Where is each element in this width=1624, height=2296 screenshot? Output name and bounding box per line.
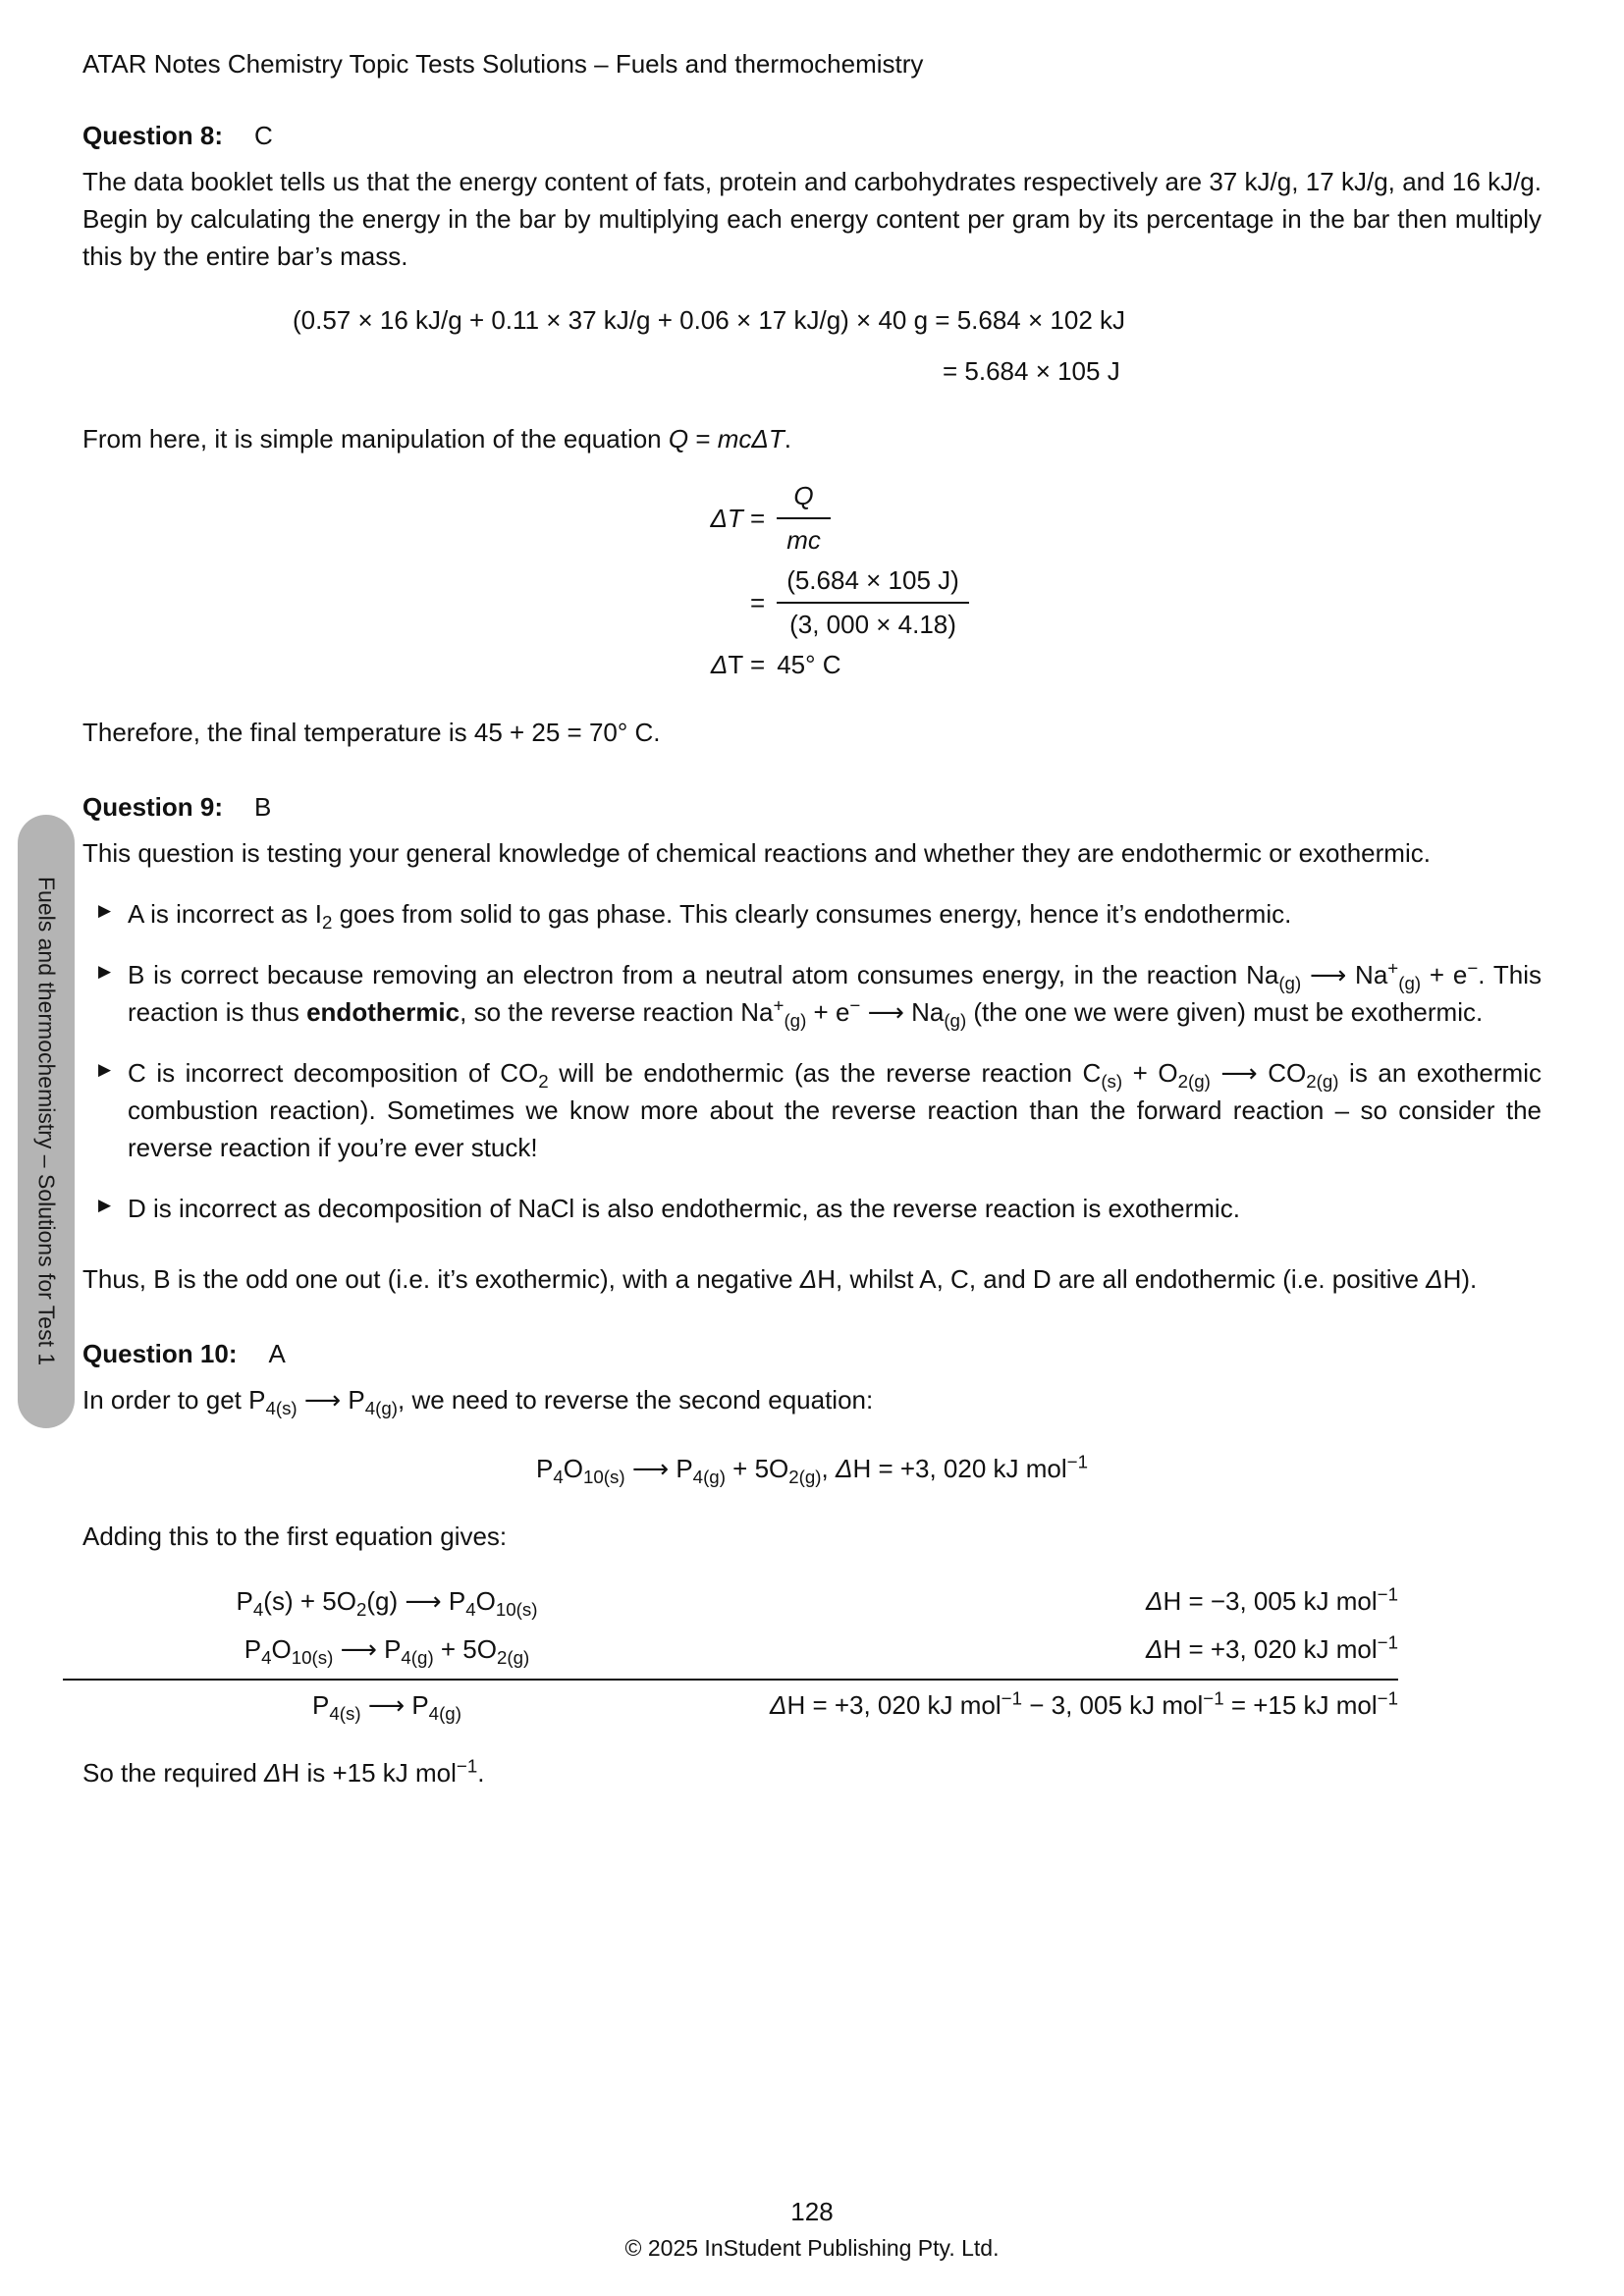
triangle-bullet-icon: ▶ xyxy=(98,1196,112,1214)
bullet-text-c: C is incorrect decomposition of $CO_2$ will be endothermic (as the reverse reaction $C_{(s)} + O_{2(g)}$ ⟶ $CO_{2(g)}$ is an exothermic combustion reaction). Sometimes we know more about the reverse reaction than the forward reaction – so consider the reverse reaction if you’re ever stuck! xyxy=(128,1058,1542,1162)
sidebar-label: Fuels and thermochemistry – Solutions for Test 1 xyxy=(33,877,60,1366)
q10-reversed-equation: $P_4O_{10(s)}$ ⟶ $P_{4(g)} + 5O_{2(g)}$, ΔH = +3, 020 kJ mol$^{-1}$ xyxy=(536,1451,1088,1488)
q8-answer: C xyxy=(254,121,273,150)
q9-conclusion: Thus, B is the odd one out (i.e. it’s exothermic), with a negative ΔH, whilst A, C, and D are all endothermic (i.e. positive ΔH). xyxy=(82,1264,1478,1294)
equation-row xyxy=(655,565,969,640)
bullet-item-d xyxy=(82,1190,1542,1227)
equation-rhs: 45° C xyxy=(777,650,841,679)
q8-conclusion: Therefore, the final temperature is 45 + 25 = 70° C. xyxy=(82,718,661,747)
footer-copyright: © 2025 InStudent Publishing Pty. Ltd. xyxy=(624,2235,1000,2261)
q10-adding-note: Adding this to the first equation gives: xyxy=(82,1522,508,1551)
question-8-section xyxy=(82,121,1542,751)
equation-row xyxy=(655,481,969,556)
page-header-title: ATAR Notes Chemistry Topic Tests Solutions – Fuels and thermochemistry xyxy=(82,49,924,79)
sum-delta-h: ΔH = +3, 020 kJ mol$^{-1}$ − 3, 005 kJ mol$^{-1}$ = +15 kJ mol$^{-1}$ xyxy=(769,1687,1398,1720)
equation-row xyxy=(655,650,969,680)
sum-rule-divider xyxy=(63,1679,1398,1681)
q10-intro-paragraph: In order to get $P_{4(s)}$ ⟶ $P_{4(g)}$, we need to reverse the second equation: xyxy=(82,1385,874,1419)
sum-equation: $P_4(s) + 5O_2(g)$ ⟶ $P_4O_{10(s)}$ xyxy=(236,1586,538,1621)
q9-intro-paragraph: This question is testing your general knowledge of chemical reactions and whether they are endothermic or exothermic. xyxy=(82,838,1431,868)
sum-equation: $P_{4(s)}$ ⟶ $P_{4(g)}$ xyxy=(312,1690,461,1725)
q8-delta-t-derivation xyxy=(655,481,969,680)
fraction-denominator: mc xyxy=(777,517,831,556)
equation-lhs: = xyxy=(750,587,766,617)
bullet-text-a: A is incorrect as $I_2$ goes from solid to gas phase. This clearly consumes energy, hence it’s endothermic. xyxy=(128,899,1292,934)
sum-equation: $P_4O_{10(s)}$ ⟶ $P_{4(g)} + 5O_{2(g)}$ xyxy=(244,1634,530,1669)
triangle-bullet-icon: ▶ xyxy=(98,1060,112,1079)
q9-heading-label: Question 9: xyxy=(82,792,224,822)
question-9-section xyxy=(82,792,1542,1298)
triangle-bullet-icon: ▶ xyxy=(98,901,112,920)
q10-equation-sum xyxy=(82,1583,1398,1725)
fraction-numerator: Q xyxy=(793,481,814,510)
fraction-numerator: (5.684 × 105 J) xyxy=(786,565,959,595)
q8-energy-equation-line1: (0.57 × 16 kJ/g + 0.11 × 37 kJ/g + 0.06 × 17 kJ/g) × 40 g = 5.684 × 102 kJ xyxy=(293,305,1125,335)
q10-conclusion: So the required ΔH is +15 kJ mol$^{-1}$. xyxy=(82,1755,485,1788)
bullet-item-a xyxy=(82,895,1542,933)
q9-heading xyxy=(82,792,1542,823)
sidebar-tab xyxy=(18,815,75,1428)
page-footer xyxy=(0,2197,1624,2262)
triangle-bullet-icon: ▶ xyxy=(98,962,112,981)
q8-intro-paragraph: The data booklet tells us that the energy content of fats, protein and carbohydrates respectively are 37 kJ/g, 17 kJ/g, and 16 kJ/g. Begin by calculating the energy in the bar by multiplying each energy content per gram by its percentage in the bar then multiply this by the entire bar’s mass. xyxy=(82,167,1542,271)
q8-energy-equation xyxy=(82,302,1542,389)
q8-manipulation-note: From here, it is simple manipulation of the equation Q = mcΔT. xyxy=(82,424,791,454)
q8-heading xyxy=(82,121,1542,151)
question-10-section xyxy=(82,1339,1542,1791)
q9-answer: B xyxy=(254,792,272,822)
sum-row-result xyxy=(82,1687,1398,1725)
content-column xyxy=(82,0,1542,1791)
q8-heading-label: Question 8: xyxy=(82,121,224,150)
q8-energy-equation-line2: = 5.684 × 105 J xyxy=(943,356,1120,386)
bullet-item-c xyxy=(82,1054,1542,1166)
footer-page-number: 128 xyxy=(790,2197,834,2226)
sum-delta-h: ΔH = −3, 005 kJ mol$^{-1}$ xyxy=(1145,1583,1398,1616)
sum-row-1 xyxy=(82,1583,1398,1621)
bullet-text-d: D is incorrect as decomposition of NaCl is also endothermic, as the reverse reaction is exothermic. xyxy=(128,1194,1240,1223)
q10-answer: A xyxy=(268,1339,286,1368)
bullet-text-b: B is correct because removing an electron from a neutral atom consumes energy, in the reaction $Na_{(g)}$ ⟶ $Na^+_{(g)} + e^-$. This reaction is thus endothermic, so the reverse reaction $Na^+_{(g)} + e^-$ ⟶ $Na_{(g)}$ (the one we were given) must be exothermic. xyxy=(128,957,1542,1032)
equation-lhs: ΔT = xyxy=(710,503,766,533)
fraction xyxy=(777,481,831,556)
fraction-denominator: (3, 000 × 4.18) xyxy=(777,602,969,640)
q10-heading-label: Question 10: xyxy=(82,1339,238,1368)
q10-heading xyxy=(82,1339,1542,1369)
bullet-item-b xyxy=(82,956,1542,1031)
sum-row-2 xyxy=(82,1631,1398,1669)
fraction xyxy=(777,565,969,640)
sum-delta-h: ΔH = +3, 020 kJ mol$^{-1}$ xyxy=(1145,1631,1398,1664)
equation-lhs: ΔT = xyxy=(710,650,766,679)
